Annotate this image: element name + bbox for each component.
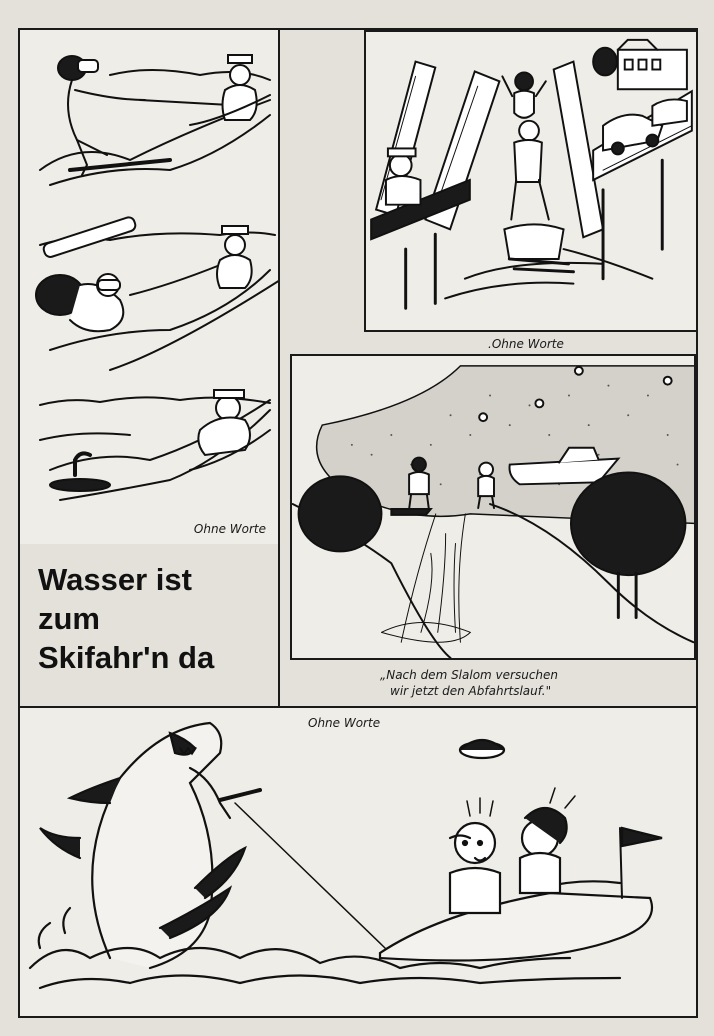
slalom-illustration xyxy=(292,356,694,658)
divider-vertical xyxy=(278,28,280,708)
left-strip-illustration xyxy=(20,30,278,544)
bridge-illustration xyxy=(366,32,696,330)
page-title-line-3: Skifahr'n da xyxy=(38,640,215,675)
shark-panel xyxy=(20,708,696,1016)
page-title xyxy=(38,560,214,677)
bridge-caption: .Ohne Worte xyxy=(488,337,564,351)
slalom-caption-line-2: wir jetzt den Abfahrtslauf." xyxy=(390,684,552,698)
left-strip-caption: Ohne Worte xyxy=(193,522,266,536)
page-title-line-2: zum xyxy=(38,601,100,636)
shark-caption: Ohne Worte xyxy=(308,716,381,730)
bridge-panel xyxy=(364,30,698,332)
left-strip-panel xyxy=(20,30,278,544)
slalom-caption-line-1: „Nach dem Slalom versuchen xyxy=(380,668,559,682)
frame-bottom xyxy=(18,1016,698,1018)
page-title-line-1: Wasser ist xyxy=(38,562,192,597)
slalom-panel xyxy=(290,354,696,660)
shark-illustration xyxy=(20,708,696,1016)
